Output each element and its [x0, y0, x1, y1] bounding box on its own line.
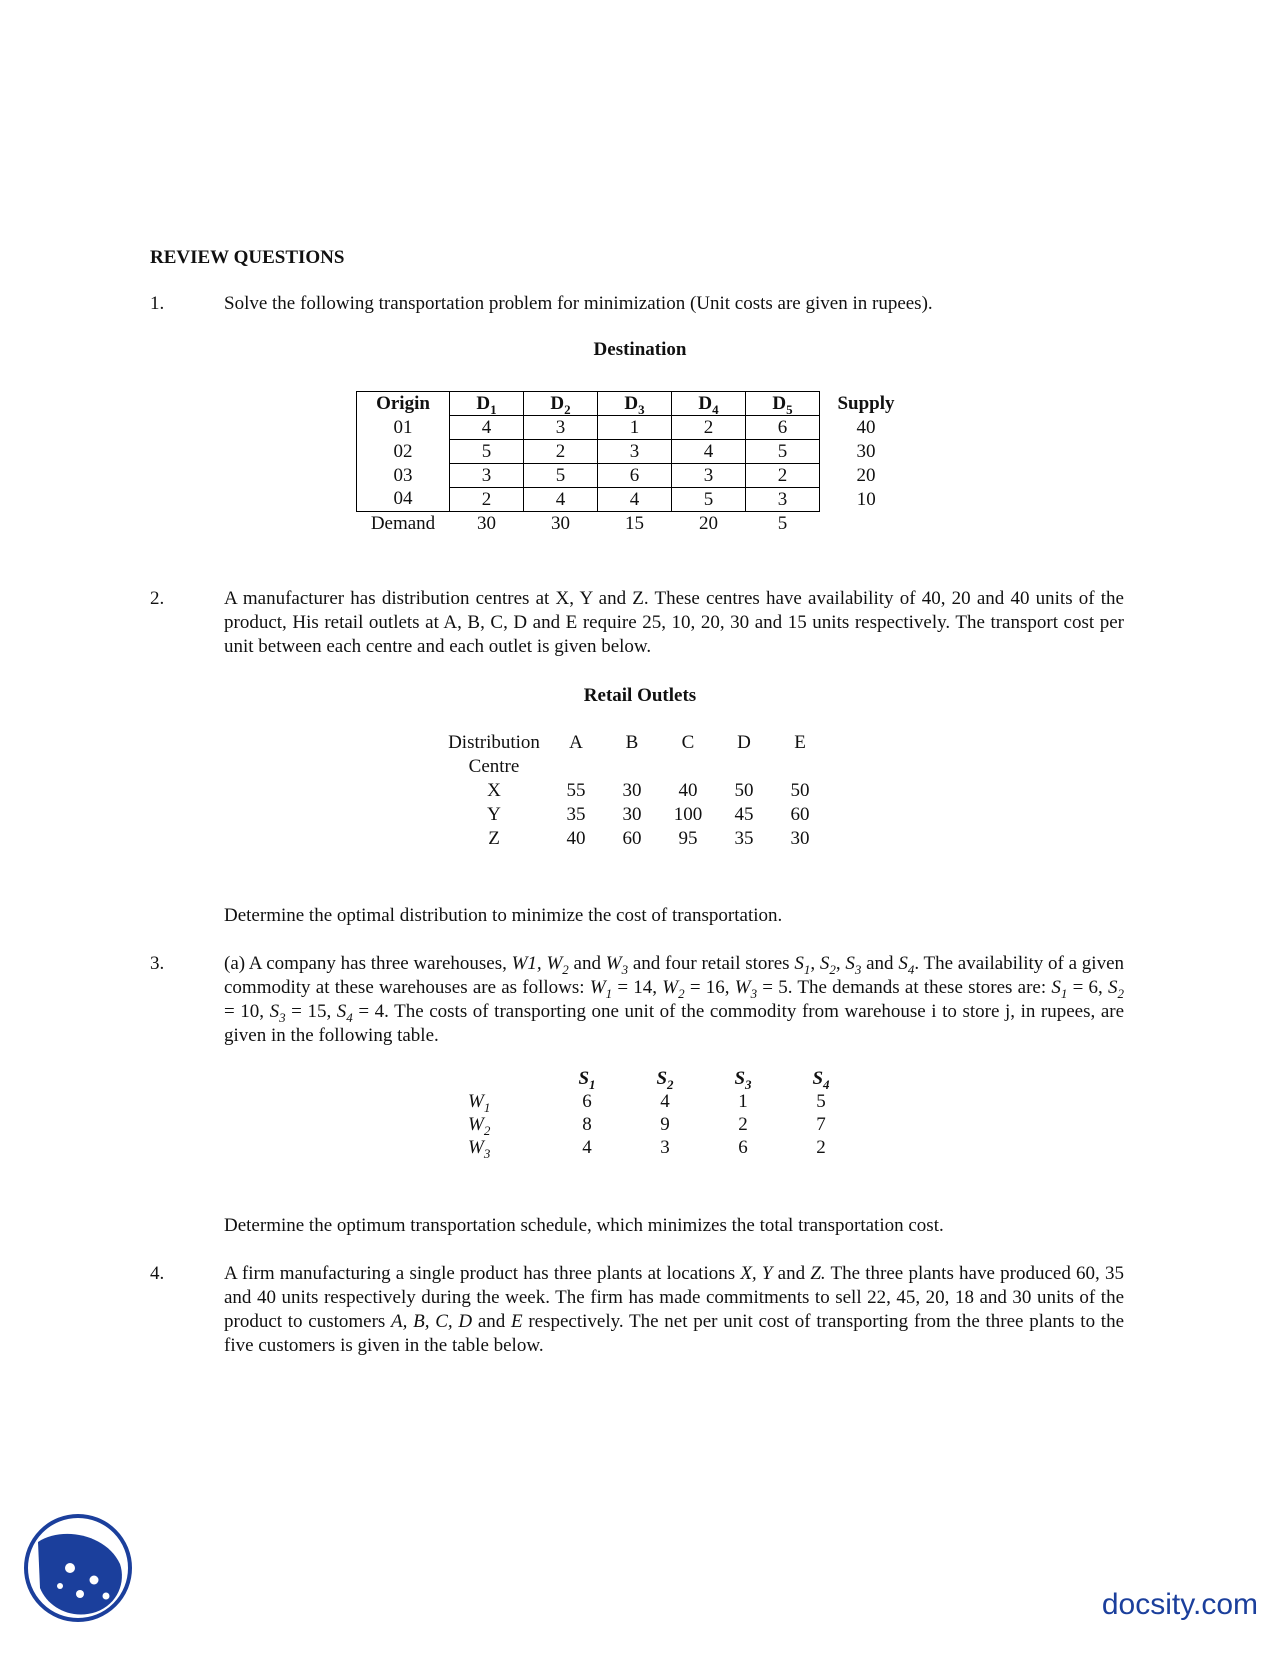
cost-cell: 9 — [660, 1114, 670, 1135]
dest-header: $D_1$ — [450, 392, 524, 416]
warehouse-cell: $W_2$ — [468, 1114, 491, 1138]
store-header: $S_2$ — [656, 1068, 674, 1092]
supply-cell: 20 — [856, 464, 876, 486]
origin-cell: 04 — [357, 488, 450, 512]
outlet-header: E — [794, 732, 806, 753]
destination-title: Destination — [593, 339, 687, 360]
supply-cell: 30 — [856, 440, 876, 462]
cost-cell: 2 — [672, 416, 746, 440]
demand-cell: 20 — [699, 512, 718, 534]
origin-cell: 02 — [357, 440, 450, 464]
cost-cell: 6 — [746, 416, 820, 440]
docsity-brand-text[interactable]: docsity.com — [1101, 1588, 1258, 1621]
cost-cell: 35 — [734, 828, 754, 849]
cost-cell: 55 — [566, 780, 586, 801]
origin-cell: 01 — [357, 416, 450, 440]
distribution-cost-table — [440, 731, 828, 851]
cost-cell: 4 — [660, 1091, 670, 1112]
store-header: $S_1$ — [578, 1068, 596, 1092]
section-heading: REVIEW QUESTIONS — [150, 247, 345, 268]
cost-cell: 40 — [678, 780, 698, 801]
cost-cell: 4 — [450, 416, 524, 440]
cost-cell: 5 — [450, 440, 524, 464]
cost-cell: 4 — [524, 488, 598, 512]
demand-label: Demand — [357, 512, 450, 536]
transportation-table-1 — [356, 391, 913, 535]
origin-cell: 03 — [357, 464, 450, 488]
warehouse-cell: $W_1$ — [468, 1091, 491, 1115]
question-3-followup: Determine the optimum transportation schedule, which minimizes the total transportation cost. — [224, 1215, 944, 1236]
cost-cell: 2 — [450, 488, 524, 512]
cost-cell: 5 — [816, 1091, 826, 1112]
cost-cell: 3 — [672, 464, 746, 488]
cost-cell: 3 — [660, 1137, 670, 1158]
cost-cell: 1 — [738, 1091, 748, 1112]
store-header: $S_4$ — [812, 1068, 830, 1092]
cost-cell: 3 — [524, 416, 598, 440]
outlet-header: C — [681, 732, 695, 753]
centre-cell: Z — [488, 828, 500, 849]
cost-cell: 30 — [622, 780, 642, 801]
store-header: $S_3$ — [734, 1068, 752, 1092]
cost-cell: 3 — [746, 488, 820, 512]
question-1-number: 1. — [150, 293, 165, 314]
outlet-header: B — [625, 732, 639, 753]
cost-cell: 60 — [790, 804, 810, 825]
question-4-number: 4. — [150, 1263, 165, 1284]
dest-header: $D_2$ — [524, 392, 598, 416]
cost-cell: 35 — [566, 804, 586, 825]
cost-cell: 1 — [598, 416, 672, 440]
cost-cell: 2 — [738, 1114, 748, 1135]
cost-cell: 8 — [582, 1114, 592, 1135]
demand-cell: 30 — [551, 512, 570, 534]
cost-cell: 4 — [598, 488, 672, 512]
question-3-text: (a) A company has three warehouses, W1, $W_2$ and $W_3$ and four retail stores $S_1$, $S_2$, $S_3$ and $S_4$. The availability of a given commodity at these warehouses are as follows: $W_1 = 14$, $W_2 = 16$, $W_3 = 5$. The demands at these stores are: $S_1 = 6$, $S_2 = 10$, $S_3 = 15$, $S_4 = 4$. The costs of transporting one unit of the commodity from warehouse i to store j, in rupees, are given in the following table. — [224, 953, 1125, 1046]
cost-cell: 95 — [678, 828, 698, 849]
outlet-header: D — [737, 732, 751, 753]
question-4-text: A firm manufacturing a single product has three plants at locations X, Y and Z. The three plants have produced 60, 35 and 40 units respectively during the week. The firm has made commitments to sell 22, 45, 20, 18 and 30 units of the product to customers A, B, C, D and E respectively. The net per unit cost of transporting from the three plants to the five customers is given in the table below. — [224, 1263, 1125, 1356]
cost-cell: 30 — [622, 804, 642, 825]
cost-cell: 3 — [598, 440, 672, 464]
centre-cell: Y — [487, 804, 501, 825]
cost-cell: 60 — [622, 828, 642, 849]
centre-cell: X — [487, 780, 501, 801]
cost-cell: 50 — [790, 780, 810, 801]
cost-cell: 6 — [738, 1137, 748, 1158]
cost-cell: 5 — [672, 488, 746, 512]
docsity-logo-icon — [22, 1512, 134, 1624]
cost-cell: 5 — [524, 464, 598, 488]
question-2-number: 2. — [150, 588, 165, 609]
demand-cell: 30 — [477, 512, 496, 534]
cost-cell: 50 — [734, 780, 754, 801]
question-2-text: A manufacturer has distribution centres at X, Y and Z. These centres have availability of 40, 20 and 40 units of the product, His retail outlets at A, B, C, D and E require 25, 10, 20, 30 and 15 units respectively. The transport cost per unit between each centre and each outlet is given below. — [224, 588, 1124, 657]
question-2-followup: Determine the optimal distribution to minimize the cost of transportation. — [224, 905, 783, 926]
cost-cell: 7 — [816, 1114, 826, 1135]
cost-cell: 100 — [673, 804, 703, 825]
dest-header: $D_5$ — [746, 392, 820, 416]
question-1-text: Solve the following transportation problem for minimization (Unit costs are given in rupees). — [224, 293, 933, 314]
cost-cell: 3 — [450, 464, 524, 488]
supply-cell: 40 — [856, 416, 876, 438]
supply-header: Supply — [837, 392, 895, 414]
cost-cell: 4 — [582, 1137, 592, 1158]
cost-cell: 30 — [790, 828, 810, 849]
dest-header: $D_4$ — [672, 392, 746, 416]
cost-cell: 4 — [672, 440, 746, 464]
warehouse-cell: $W_3$ — [468, 1137, 491, 1161]
cost-cell: 2 — [524, 440, 598, 464]
origin-header: Origin — [357, 392, 450, 416]
centre-header: Distribution Centre — [448, 732, 540, 777]
outlet-header: A — [569, 732, 583, 753]
cost-cell: 6 — [582, 1091, 592, 1112]
cost-cell: 45 — [734, 804, 754, 825]
cost-cell: 6 — [598, 464, 672, 488]
retail-outlets-title: Retail Outlets — [583, 685, 697, 706]
cost-cell: 5 — [746, 440, 820, 464]
warehouse-cost-table — [440, 1067, 860, 1159]
demand-cell: 5 — [777, 512, 788, 534]
demand-cell: 15 — [625, 512, 644, 534]
cost-cell: 2 — [816, 1137, 826, 1158]
supply-cell: 10 — [856, 488, 876, 510]
dest-header: $D_3$ — [598, 392, 672, 416]
question-3-number: 3. — [150, 953, 165, 974]
cost-cell: 2 — [746, 464, 820, 488]
cost-cell: 40 — [566, 828, 586, 849]
